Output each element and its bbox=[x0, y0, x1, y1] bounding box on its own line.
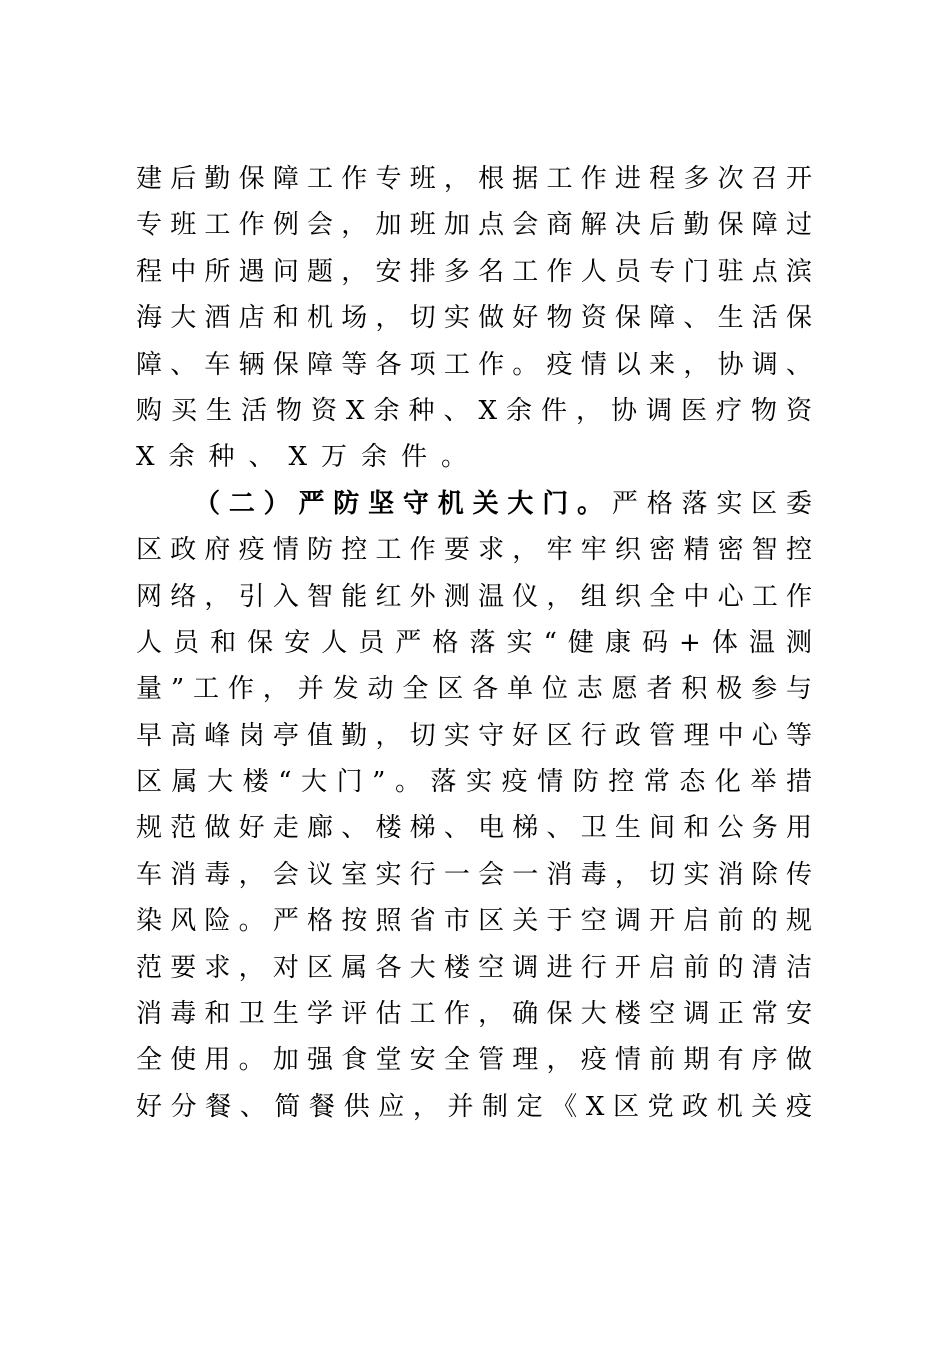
text-line: 区属大楼“大门”。落实疫情防控常态化举措 bbox=[136, 767, 814, 798]
text-line: 染风险。严格按照省市区关于空调开启前的规 bbox=[136, 906, 814, 937]
text-line: 程中所遇问题，安排多名工作人员专门驻点滨 bbox=[136, 256, 814, 287]
text-line: 规范做好走廊、楼梯、电梯、卫生间和公务用 bbox=[136, 813, 814, 844]
text-line: 建后勤保障工作专班，根据工作进程多次召开 bbox=[136, 164, 814, 194]
text-line: 海大酒店和机场，切实做好物资保障、生活保 bbox=[136, 303, 814, 334]
text-fragment: 严格落实区委 bbox=[611, 488, 814, 519]
text-line: 专班工作例会，加班加点会商解决后勤保障过 bbox=[136, 210, 814, 241]
paragraph-2 bbox=[136, 481, 814, 1130]
text-line: 购买生活物资X余种、X余件，协调医疗物资 bbox=[136, 395, 814, 426]
text-line: 消毒和卫生学评估工作，确保大楼空调正常安 bbox=[136, 999, 814, 1030]
text-line: 量”工作，并发动全区各单位志愿者积极参与 bbox=[136, 674, 814, 705]
text-line: 区政府疫情防控工作要求，牢牢织密精密智控 bbox=[136, 535, 814, 566]
section-heading: （二）严防坚守机关大门。 bbox=[194, 488, 612, 519]
paragraph-2-first-line bbox=[136, 481, 814, 527]
document-body bbox=[136, 156, 814, 1130]
text-line: 好分餐、简餐供应，并制定《X区党政机关疫 bbox=[136, 1091, 814, 1122]
text-line: 车消毒，会议室实行一会一消毒，切实消除传 bbox=[136, 859, 814, 890]
paragraph-1 bbox=[136, 156, 814, 481]
text-line: X余种、X万余件。 bbox=[136, 442, 482, 473]
text-line: 人员和保安人员严格落实“健康码+体温测 bbox=[136, 627, 814, 658]
text-line: 早高峰岗亭值勤，切实守好区行政管理中心等 bbox=[136, 720, 814, 751]
text-line: 障、车辆保障等各项工作。疫情以来，协调、 bbox=[136, 349, 814, 380]
text-line: 范要求，对区属各大楼空调进行开启前的清洁 bbox=[136, 952, 814, 983]
text-line: 全使用。加强食堂安全管理，疫情前期有序做 bbox=[136, 1045, 814, 1076]
text-line: 网络，引入智能红外测温仪，组织全中心工作 bbox=[136, 581, 814, 612]
